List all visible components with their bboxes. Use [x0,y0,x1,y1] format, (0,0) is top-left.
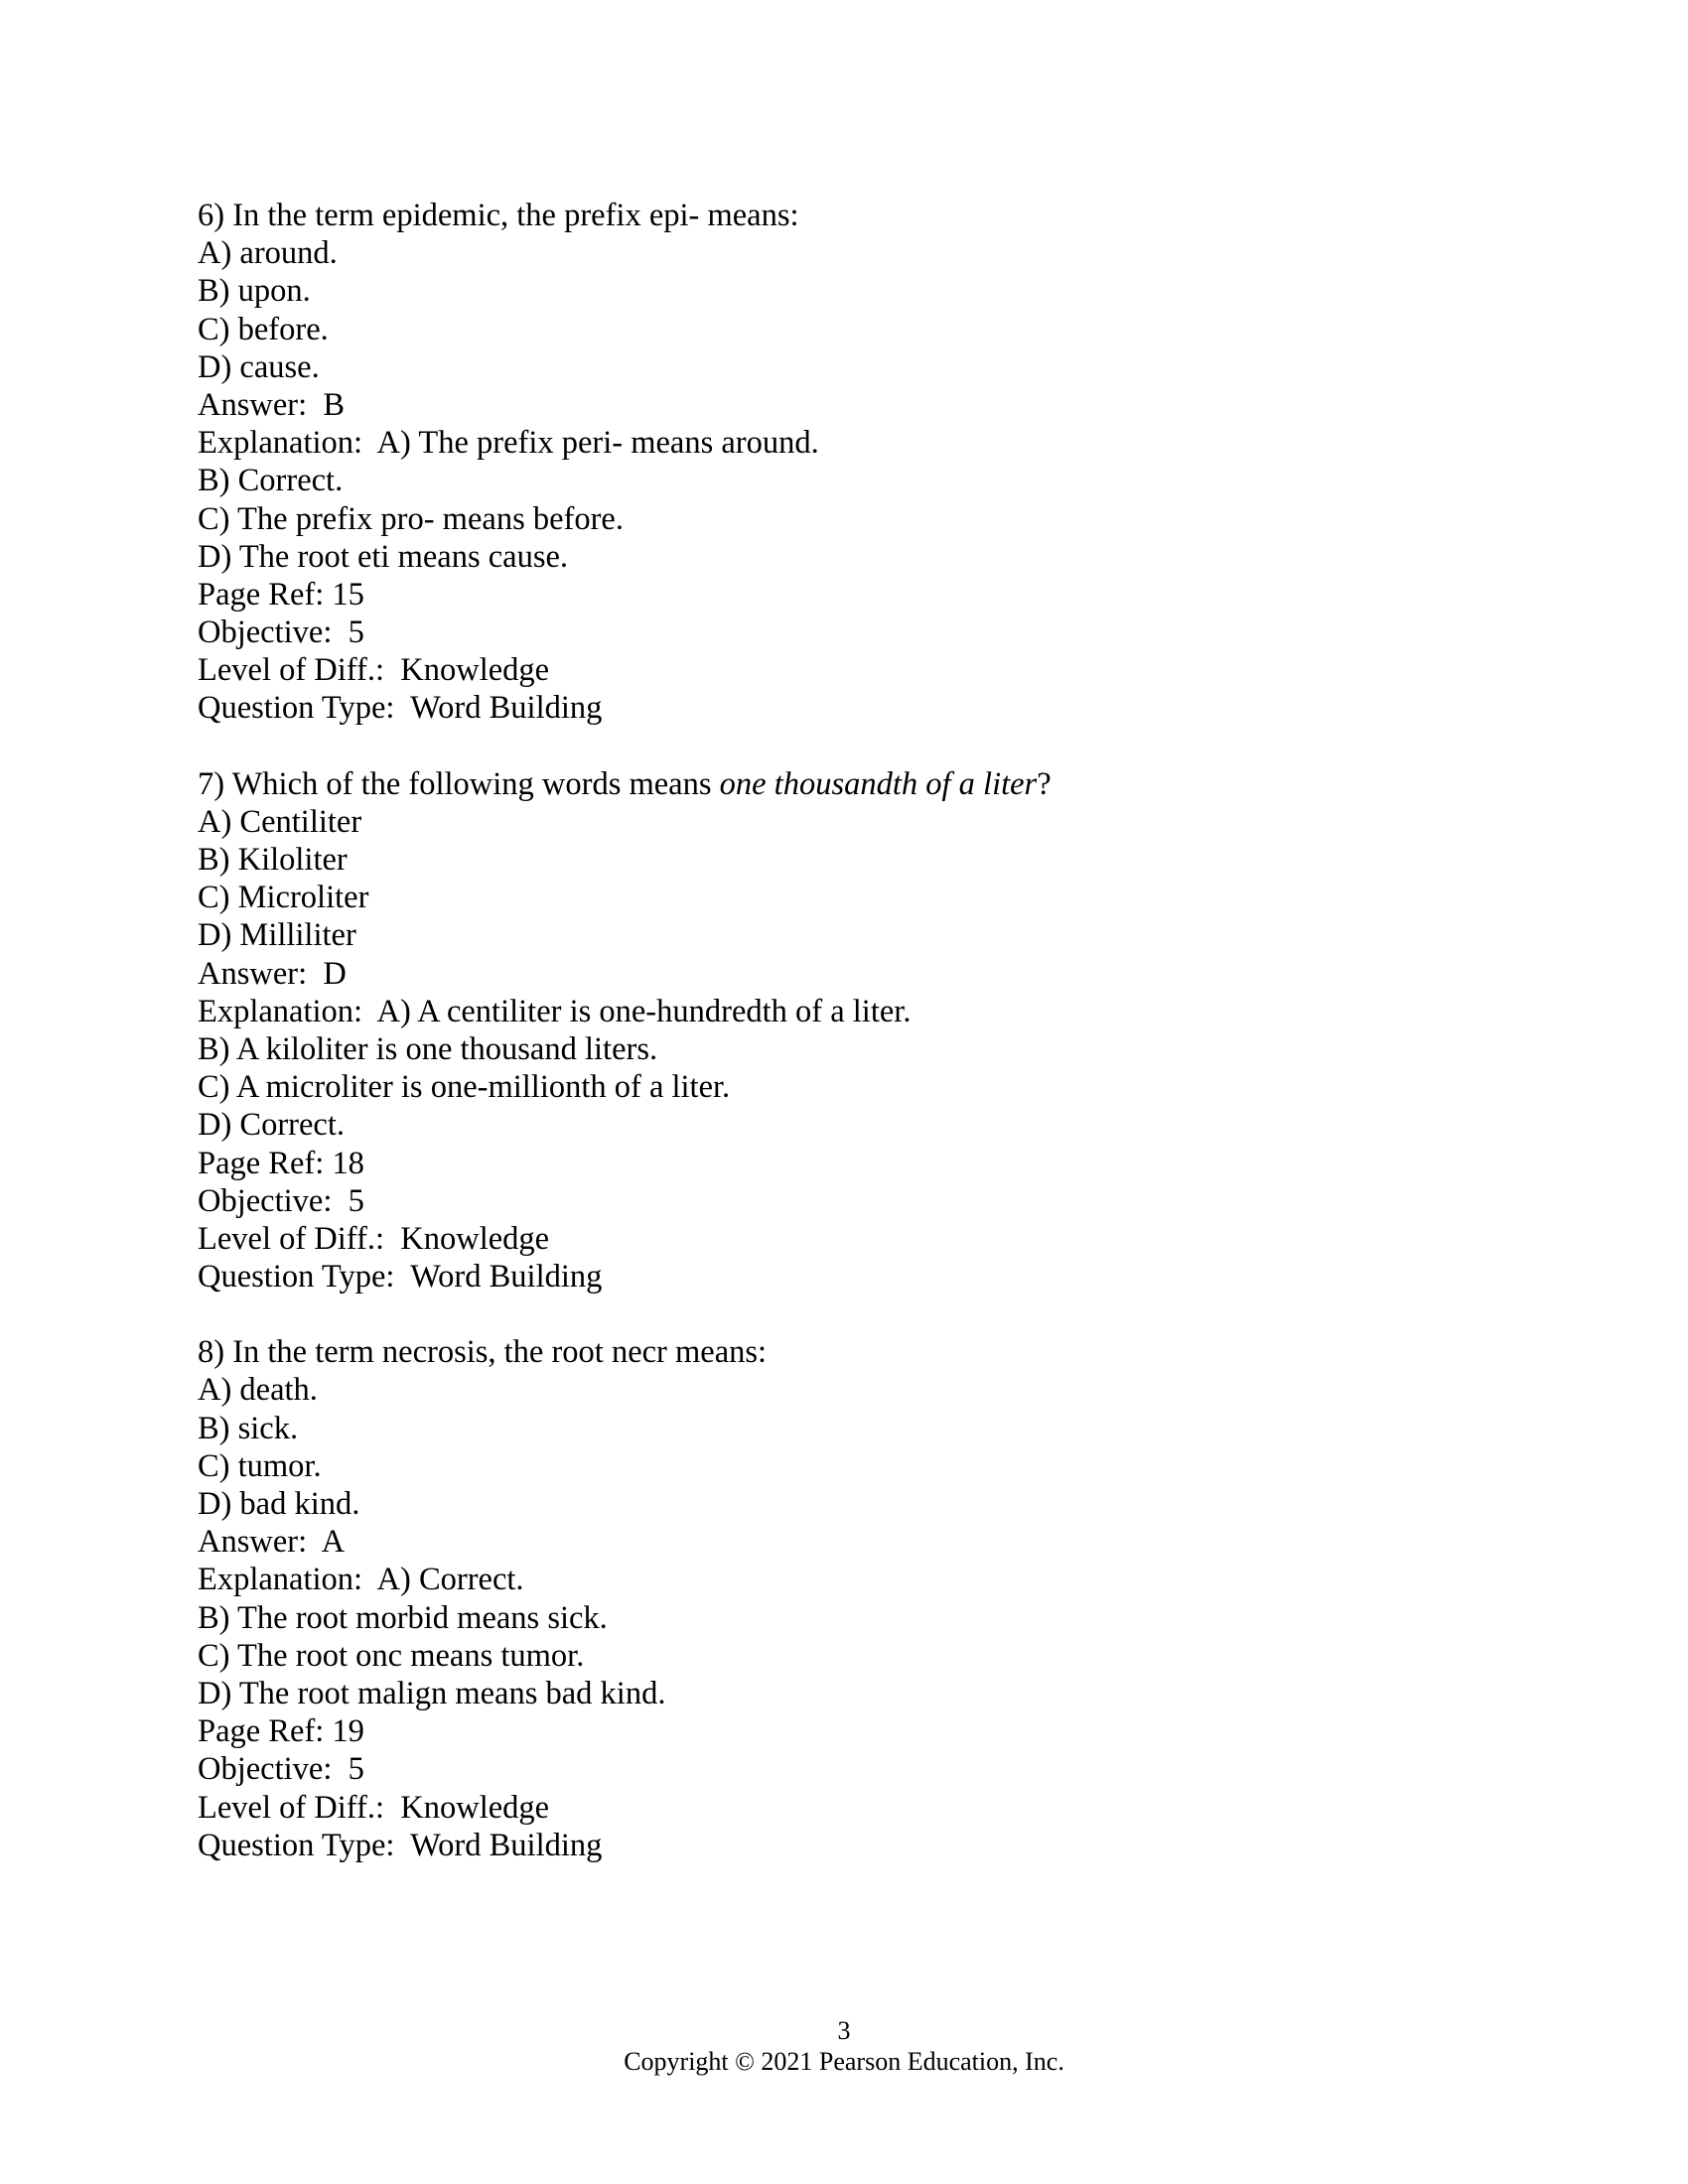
option-c: C) Microliter [198,880,369,916]
explanation-line: B) A kiloliter is one thousand liters. [198,1030,658,1067]
question-item [198,1333,1488,1864]
question-type: Question Type: Word Building [198,1259,603,1296]
option-c: C) before. [198,311,329,347]
explanation-line: Explanation: A) A centiliter is one-hundredth of a liter. [198,993,912,1029]
copyright-notice: Copyright © 2021 Pearson Education, Inc. [624,2047,1064,2076]
option-a: A) death. [198,1372,318,1409]
question-stem [198,1333,1488,1371]
explanation-line: D) Correct. [198,1107,345,1144]
question-stem [198,765,1488,803]
explanation-line: D) The root eti means cause. [198,538,569,575]
question-stem [198,197,1488,234]
question-list [198,197,1488,1902]
objective: Objective: 5 [198,1182,364,1219]
explanation-line: C) The root onc means tumor. [198,1637,585,1674]
page-ref: Page Ref: 19 [198,1713,364,1750]
question-stem-italic-term: one thousandth of a liter [719,765,1038,802]
option-d: D) bad kind. [198,1486,360,1522]
answer-line: Answer: A [198,1524,346,1561]
question-item [198,197,1488,728]
page-ref: Page Ref: 15 [198,576,364,613]
question-stem-text: 8) In the term necrosis, the root necr means: [198,1334,768,1371]
explanation-line: C) A microliter is one-millionth of a liter. [198,1069,731,1106]
question-stem-end: ? [1037,765,1052,802]
option-b: B) upon. [198,273,311,310]
question-stem-text: 7) Which of the following words means [198,765,720,802]
objective: Objective: 5 [198,614,364,651]
question-stem-text: 6) In the term epidemic, the prefix epi- means: [198,198,799,233]
difficulty-level: Level of Diff.: Knowledge [198,652,550,689]
page-number: 3 [837,2016,851,2045]
explanation-line: Explanation: A) Correct. [198,1562,524,1598]
option-b: B) sick. [198,1410,299,1446]
option-a: A) around. [198,235,338,272]
answer-line: Answer: D [198,955,347,992]
option-d: D) cause. [198,348,320,385]
question-type: Question Type: Word Building [198,690,603,727]
difficulty-level: Level of Diff.: Knowledge [198,1789,550,1826]
answer-line: Answer: B [198,386,346,423]
option-b: B) Kiloliter [198,842,348,878]
option-a: A) Centiliter [198,803,362,840]
option-c: C) tumor. [198,1447,322,1484]
explanation-line: B) The root morbid means sick. [198,1599,608,1636]
objective: Objective: 5 [198,1751,364,1788]
question-type: Question Type: Word Building [198,1827,603,1863]
option-d: D) Milliliter [198,917,356,954]
page-ref: Page Ref: 18 [198,1145,364,1181]
explanation-line: D) The root malign means bad kind. [198,1675,666,1711]
explanation-line: B) Correct. [198,463,344,499]
difficulty-level: Level of Diff.: Knowledge [198,1220,550,1257]
explanation-line: Explanation: A) The prefix peri- means around. [198,425,819,462]
question-item [198,765,1488,1297]
explanation-line: C) The prefix pro- means before. [198,500,624,537]
